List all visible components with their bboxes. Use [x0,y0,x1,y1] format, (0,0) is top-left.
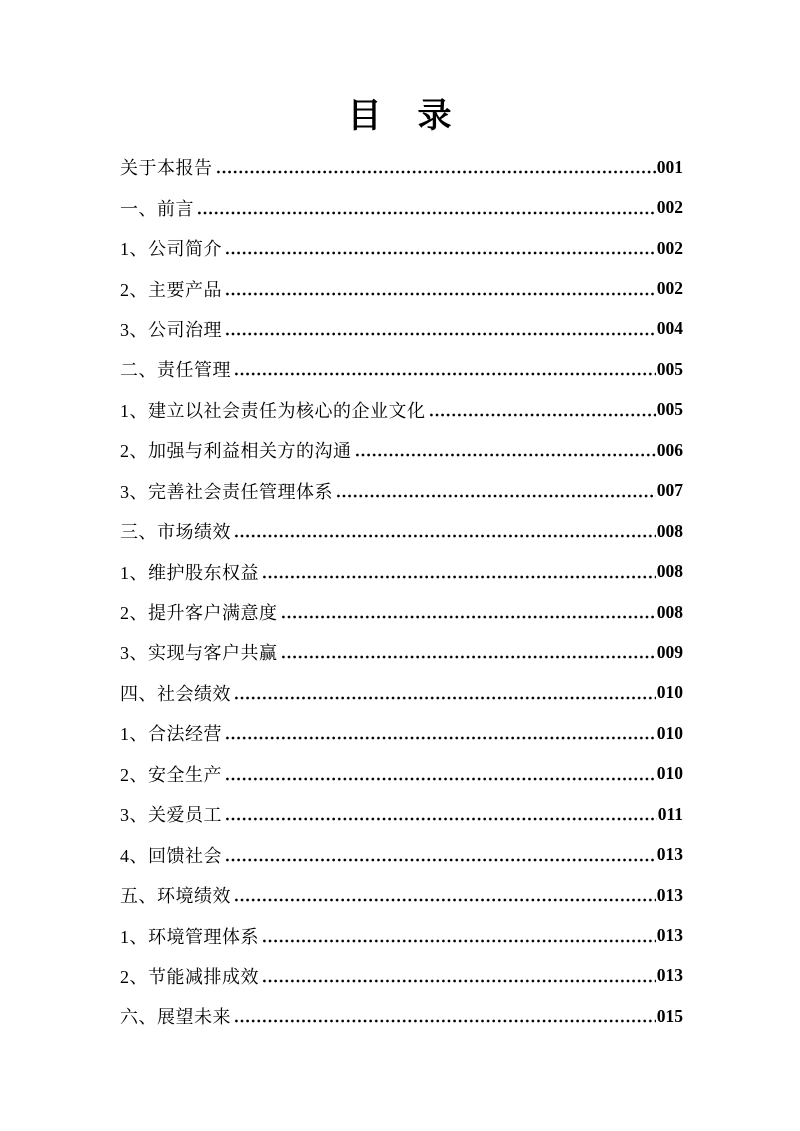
toc-entry-page-number: 004 [656,318,683,339]
toc-entry-page-number: 010 [656,722,683,743]
toc-entry-label: 1、合法经营 [120,724,222,745]
dotted-leader [225,856,656,864]
dotted-leader [355,451,656,459]
toc-entry-page-number: 010 [656,682,683,703]
toc-entry-label: 3、公司治理 [120,319,222,340]
dotted-leader [234,896,656,904]
toc-entry-label: 关于本报告 [120,158,213,179]
toc-entry-label: 二、责任管理 [120,360,231,381]
toc-entry-page-number: 008 [656,601,683,622]
dotted-leader [234,370,656,378]
toc-entry-label: 1、环境管理体系 [120,926,259,947]
toc-entry[interactable] [120,794,683,834]
toc-entry[interactable] [120,228,683,268]
dotted-leader [281,613,656,621]
toc-entry[interactable] [120,147,683,187]
toc-entry[interactable] [120,713,683,753]
toc-entry-page-number: 002 [656,237,683,258]
toc-entry-label: 六、展望未来 [120,1007,231,1028]
toc-entry-page-number: 013 [656,884,683,905]
toc-entry[interactable] [120,390,683,430]
toc-entry-label: 3、完善社会责任管理体系 [120,481,333,502]
dotted-leader [234,1017,656,1025]
toc-entry[interactable] [120,956,683,996]
toc-entry-label: 1、建立以社会责任为核心的企业文化 [120,400,426,421]
toc-entry-page-number: 001 [656,156,683,177]
toc-entry-label: 2、提升客户满意度 [120,603,278,624]
toc-entry[interactable] [120,309,683,349]
toc-entry-label: 3、关爱员工 [120,805,222,826]
toc-entry-page-number: 015 [656,1005,683,1026]
toc-entry-label: 4、回馈社会 [120,845,222,866]
toc-entry-page-number: 002 [656,197,683,218]
dotted-leader [225,815,657,823]
toc-entry-label: 1、公司简介 [120,239,222,260]
toc-entry[interactable] [120,511,683,551]
dotted-leader [225,249,656,257]
toc-entry[interactable] [120,471,683,511]
dotted-leader [234,694,656,702]
toc-entry[interactable] [120,632,683,672]
toc-entry-page-number: 010 [656,763,683,784]
dotted-leader [225,734,656,742]
toc-entry-page-number: 013 [656,844,683,865]
toc-entry-label: 五、环境绩效 [120,886,231,907]
toc-entry[interactable] [120,349,683,389]
toc-entry[interactable] [120,673,683,713]
toc-entry-page-number: 009 [656,641,683,662]
toc-entry-page-number: 011 [657,803,683,824]
toc-entry[interactable] [120,187,683,227]
toc-entry-page-number: 013 [656,965,683,986]
toc-entry-label: 2、节能减排成效 [120,966,259,987]
dotted-leader [197,209,656,217]
toc-entry[interactable] [120,551,683,591]
dotted-leader [281,653,656,661]
dotted-leader [216,168,656,176]
toc-entry-page-number: 007 [656,480,683,501]
dotted-leader [262,573,656,581]
toc-entry[interactable] [120,915,683,955]
toc-title: 目 录 [347,98,453,135]
dotted-leader [262,937,656,945]
dotted-leader [429,411,656,419]
dotted-leader [234,532,656,540]
toc-entry-label: 1、维护股东权益 [120,562,259,583]
toc-entry-label: 3、实现与客户共赢 [120,643,278,664]
toc-entry-label: 一、前言 [120,198,194,219]
toc-entry[interactable] [120,592,683,632]
dotted-leader [225,290,656,298]
dotted-leader [225,775,656,783]
toc-entry-page-number: 008 [656,561,683,582]
toc-entry[interactable] [120,754,683,794]
toc-entry-page-number: 006 [656,439,683,460]
toc-entry-label: 2、加强与利益相关方的沟通 [120,441,352,462]
dotted-leader [225,330,656,338]
toc-entry-page-number: 005 [656,358,683,379]
toc-entry[interactable] [120,834,683,874]
toc-entry-page-number: 013 [656,925,683,946]
toc-entry-label: 三、市场绩效 [120,522,231,543]
dotted-leader [336,492,656,500]
dotted-leader [262,977,656,985]
toc-entry[interactable] [120,268,683,308]
toc-entry-label: 2、主要产品 [120,279,222,300]
toc-entry-page-number: 005 [656,399,683,420]
toc-entry-page-number: 008 [656,520,683,541]
toc-entry-label: 四、社会绩效 [120,683,231,704]
toc-list [120,147,683,1037]
toc-entry-page-number: 002 [656,278,683,299]
toc-entry[interactable] [120,996,683,1036]
toc-entry-label: 2、安全生产 [120,764,222,785]
toc-entry[interactable] [120,875,683,915]
toc-entry[interactable] [120,430,683,470]
